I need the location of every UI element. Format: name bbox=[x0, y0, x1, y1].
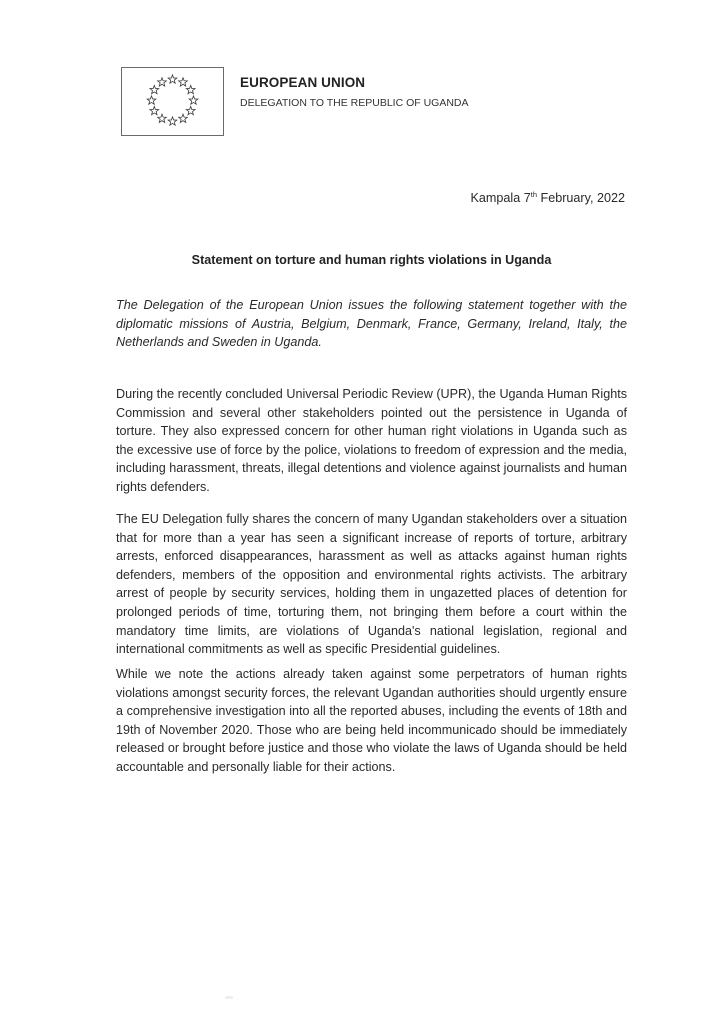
star-icon bbox=[168, 117, 177, 125]
star-icon bbox=[150, 106, 159, 114]
star-icon bbox=[150, 85, 159, 93]
body-paragraph-2: The EU Delegation fully shares the concern of many Ugandan stakeholders over a situation that for more than a year has seen a significant increase of reports of torture, arbitrary arrests, enforced disappearances, harassment as well as attacks against human rights defenders, members of the opposition and environmental rights activists. The arbitrary arrest of people by security services, holding them in ungazetted places of detention for prolonged periods of time, torturing them, not bringing them before a court within the mandatory time limits, are violations of Uganda's national legislation, regional and international commitments as well as specific Presidential guidelines. bbox=[116, 512, 627, 657]
body-paragraph-1: During the recently concluded Universal Periodic Review (UPR), the Uganda Human Rights Commission and several other stakeholders pointed out the persistence in Uganda of torture. They also expressed concern for other human right violations in Uganda such as the excessive use of force by the police, violations to freedom of expression and the media, including harassment, threats, illegal detentions and violence against journalists and human rights defenders. bbox=[116, 387, 627, 494]
body-paragraph-3: While we note the actions already taken against some perpetrators of human rights violations amongst security forces, the relevant Ugandan authorities should urgently ensure a comprehensive investigation into all the reported abuses, including the events of 18th and 19th of November 2020. Those who are being held incommunicado should be immediately released or brought before justice and those who violate the laws of Uganda should be held accountable and personally liable for their actions. bbox=[116, 667, 627, 774]
place-day: Kampala 7 bbox=[470, 191, 531, 205]
star-icon bbox=[158, 114, 167, 122]
day-suffix: th bbox=[530, 190, 538, 199]
star-icon bbox=[158, 78, 167, 86]
star-icon bbox=[189, 96, 198, 104]
star-icon bbox=[179, 114, 188, 122]
star-icon bbox=[186, 106, 195, 114]
star-icon bbox=[168, 75, 177, 83]
org-name: EUROPEAN UNION bbox=[240, 75, 366, 90]
org-subtitle: DELEGATION TO THE REPUBLIC OF UGANDA bbox=[240, 97, 469, 109]
eu-logo bbox=[121, 67, 224, 136]
star-icon bbox=[186, 85, 195, 93]
scan-artifact bbox=[225, 996, 233, 999]
place-date bbox=[471, 191, 625, 205]
eu-flag-stars-icon bbox=[122, 68, 223, 135]
statement-title: Statement on torture and human rights violations in Uganda bbox=[191, 253, 552, 267]
star-icon bbox=[147, 96, 156, 104]
star-icon bbox=[179, 78, 188, 86]
date-rest: February, 2022 bbox=[537, 191, 625, 205]
intro-paragraph: The Delegation of the European Union issues the following statement together with the diplomatic missions of Austria, Belgium, Denmark, France, Germany, Ireland, Italy, the Netherlands and Sweden in Uganda. bbox=[116, 298, 627, 350]
